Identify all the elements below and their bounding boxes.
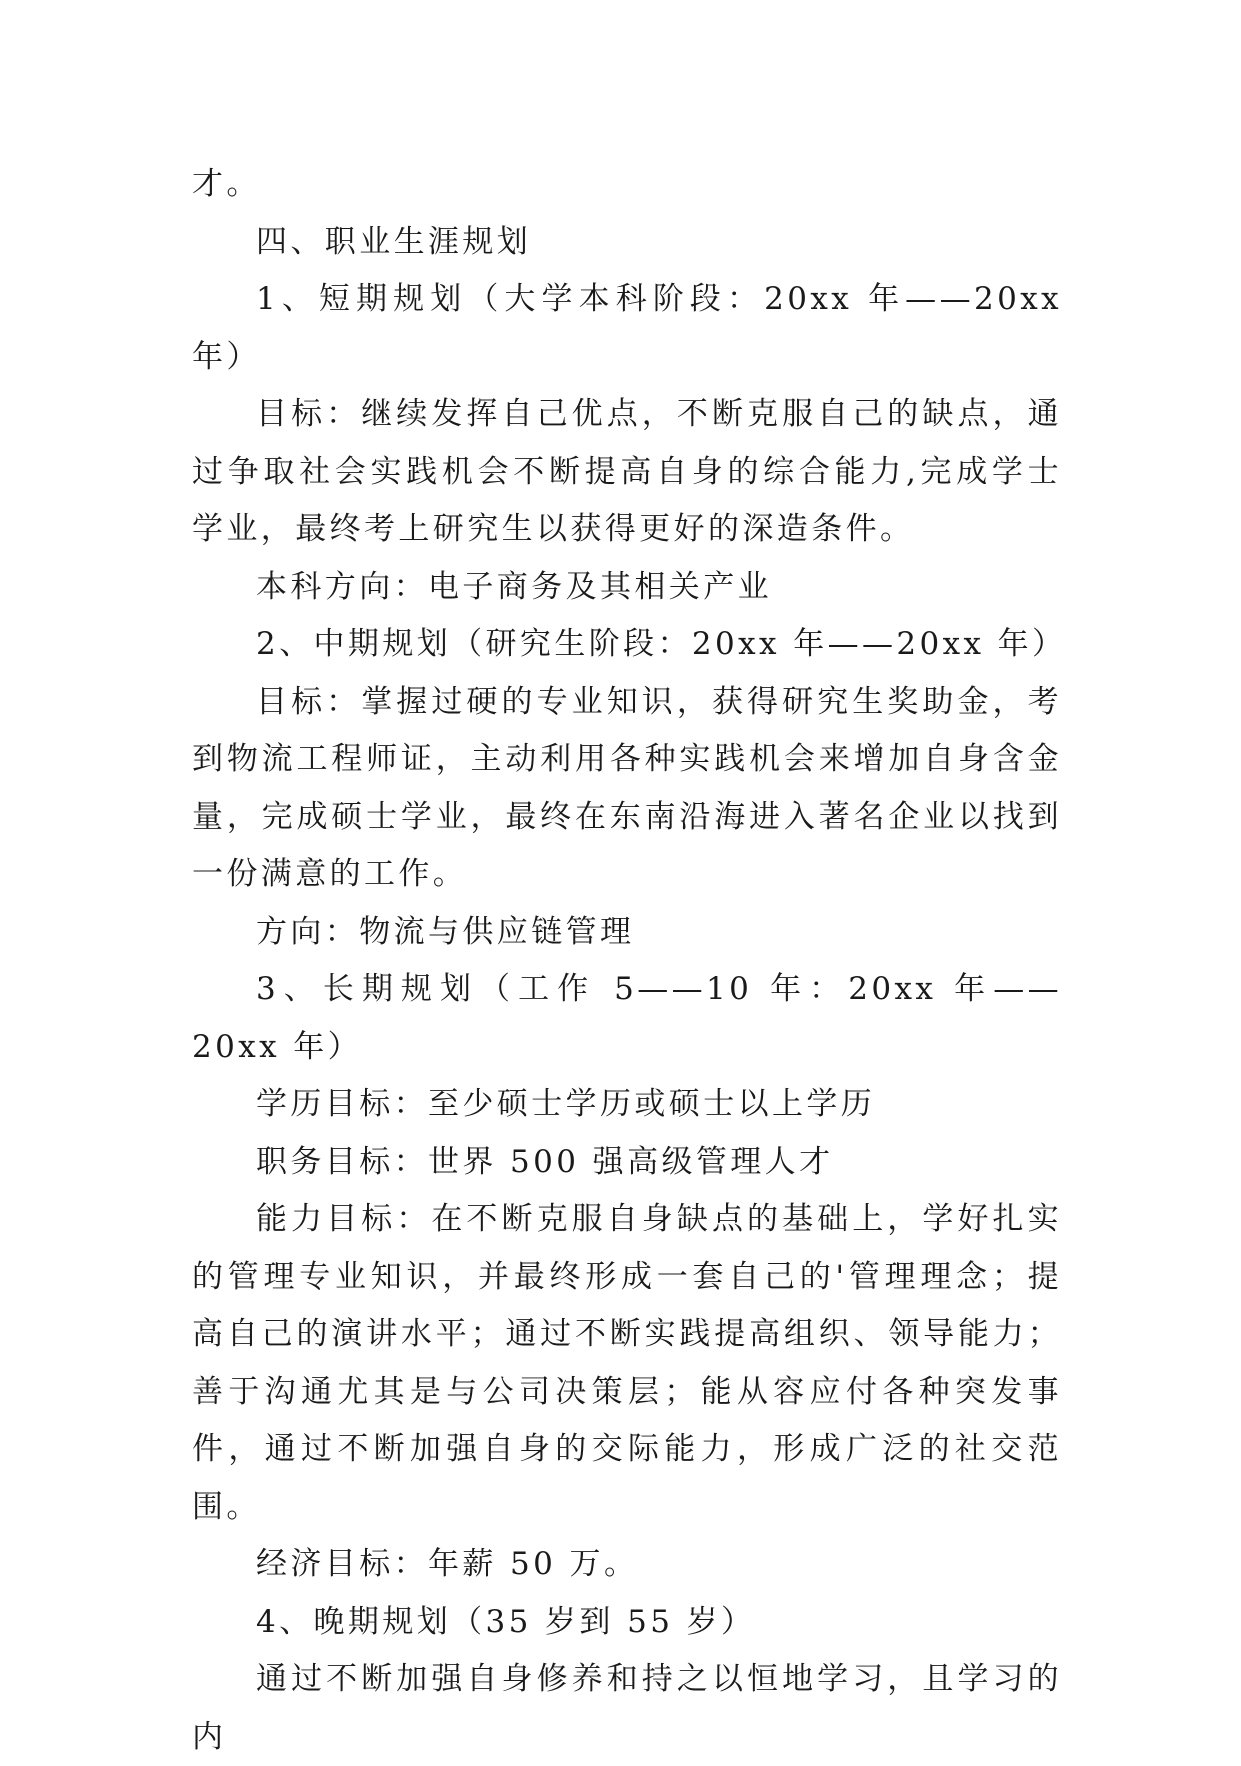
document-body (192, 156, 1067, 1766)
subheading-mid-term-plan: 2、中期规划（研究生阶段：20xx 年——20xx 年） (256, 626, 1067, 662)
subheading-late-plan: 4、晚期规划（35 岁到 55 岁） (256, 1603, 756, 1640)
paragraph-continuation: 才。 (192, 166, 261, 202)
paragraph-mid-term-goal: 目标：掌握过硬的专业知识，获得研究生奖助金，考到物流工程师证，主动利用各种实践机会来增加自身含金量，完成硕士学业，最终在东南沿海进入著名企业以找到一份满意的工作。 (192, 683, 1062, 892)
section-heading-career-plan: 四、职业生涯规划 (256, 223, 532, 260)
paragraph-short-term-goal: 目标：继续发挥自己优点，不断克服自己的缺点，通过争取社会实践机会不断提高自身的综合能力,完成学士学业，最终考上研究生以获得更好的深造条件。 (192, 396, 1062, 547)
paragraph-late-plan-text: 通过不断加强自身修养和持之以恒地学习，且学习的内 (192, 1661, 1062, 1755)
paragraph-position-goal: 职务目标：世界 500 强高级管理人才 (256, 1143, 834, 1180)
subheading-short-term-plan: 1、短期规划（大学本科阶段：20xx 年——20xx 年） (192, 281, 1062, 375)
paragraph-education-goal: 学历目标：至少硕士学历或硕士以上学历 (256, 1086, 876, 1122)
paragraph-ability-goal: 能力目标：在不断克服自身缺点的基础上，学好扎实的管理专业知识，并最终形成一套自己的'管理理念；提高自己的演讲水平；通过不断实践提高组织、领导能力；善于沟通尤其是与公司决策层；能从容应付各种突发事件，通过不断加强自身的交际能力，形成广泛的社交范围。 (192, 1201, 1062, 1525)
paragraph-economic-goal: 经济目标：年薪 50 万。 (256, 1546, 639, 1582)
subheading-long-term-plan: 3、长期规划（工作 5——10 年：20xx 年——20xx 年） (192, 971, 1062, 1065)
paragraph-mid-term-direction: 方向：物流与供应链管理 (256, 913, 635, 950)
paragraph-undergrad-direction: 本科方向：电子商务及其相关产业 (256, 568, 772, 605)
